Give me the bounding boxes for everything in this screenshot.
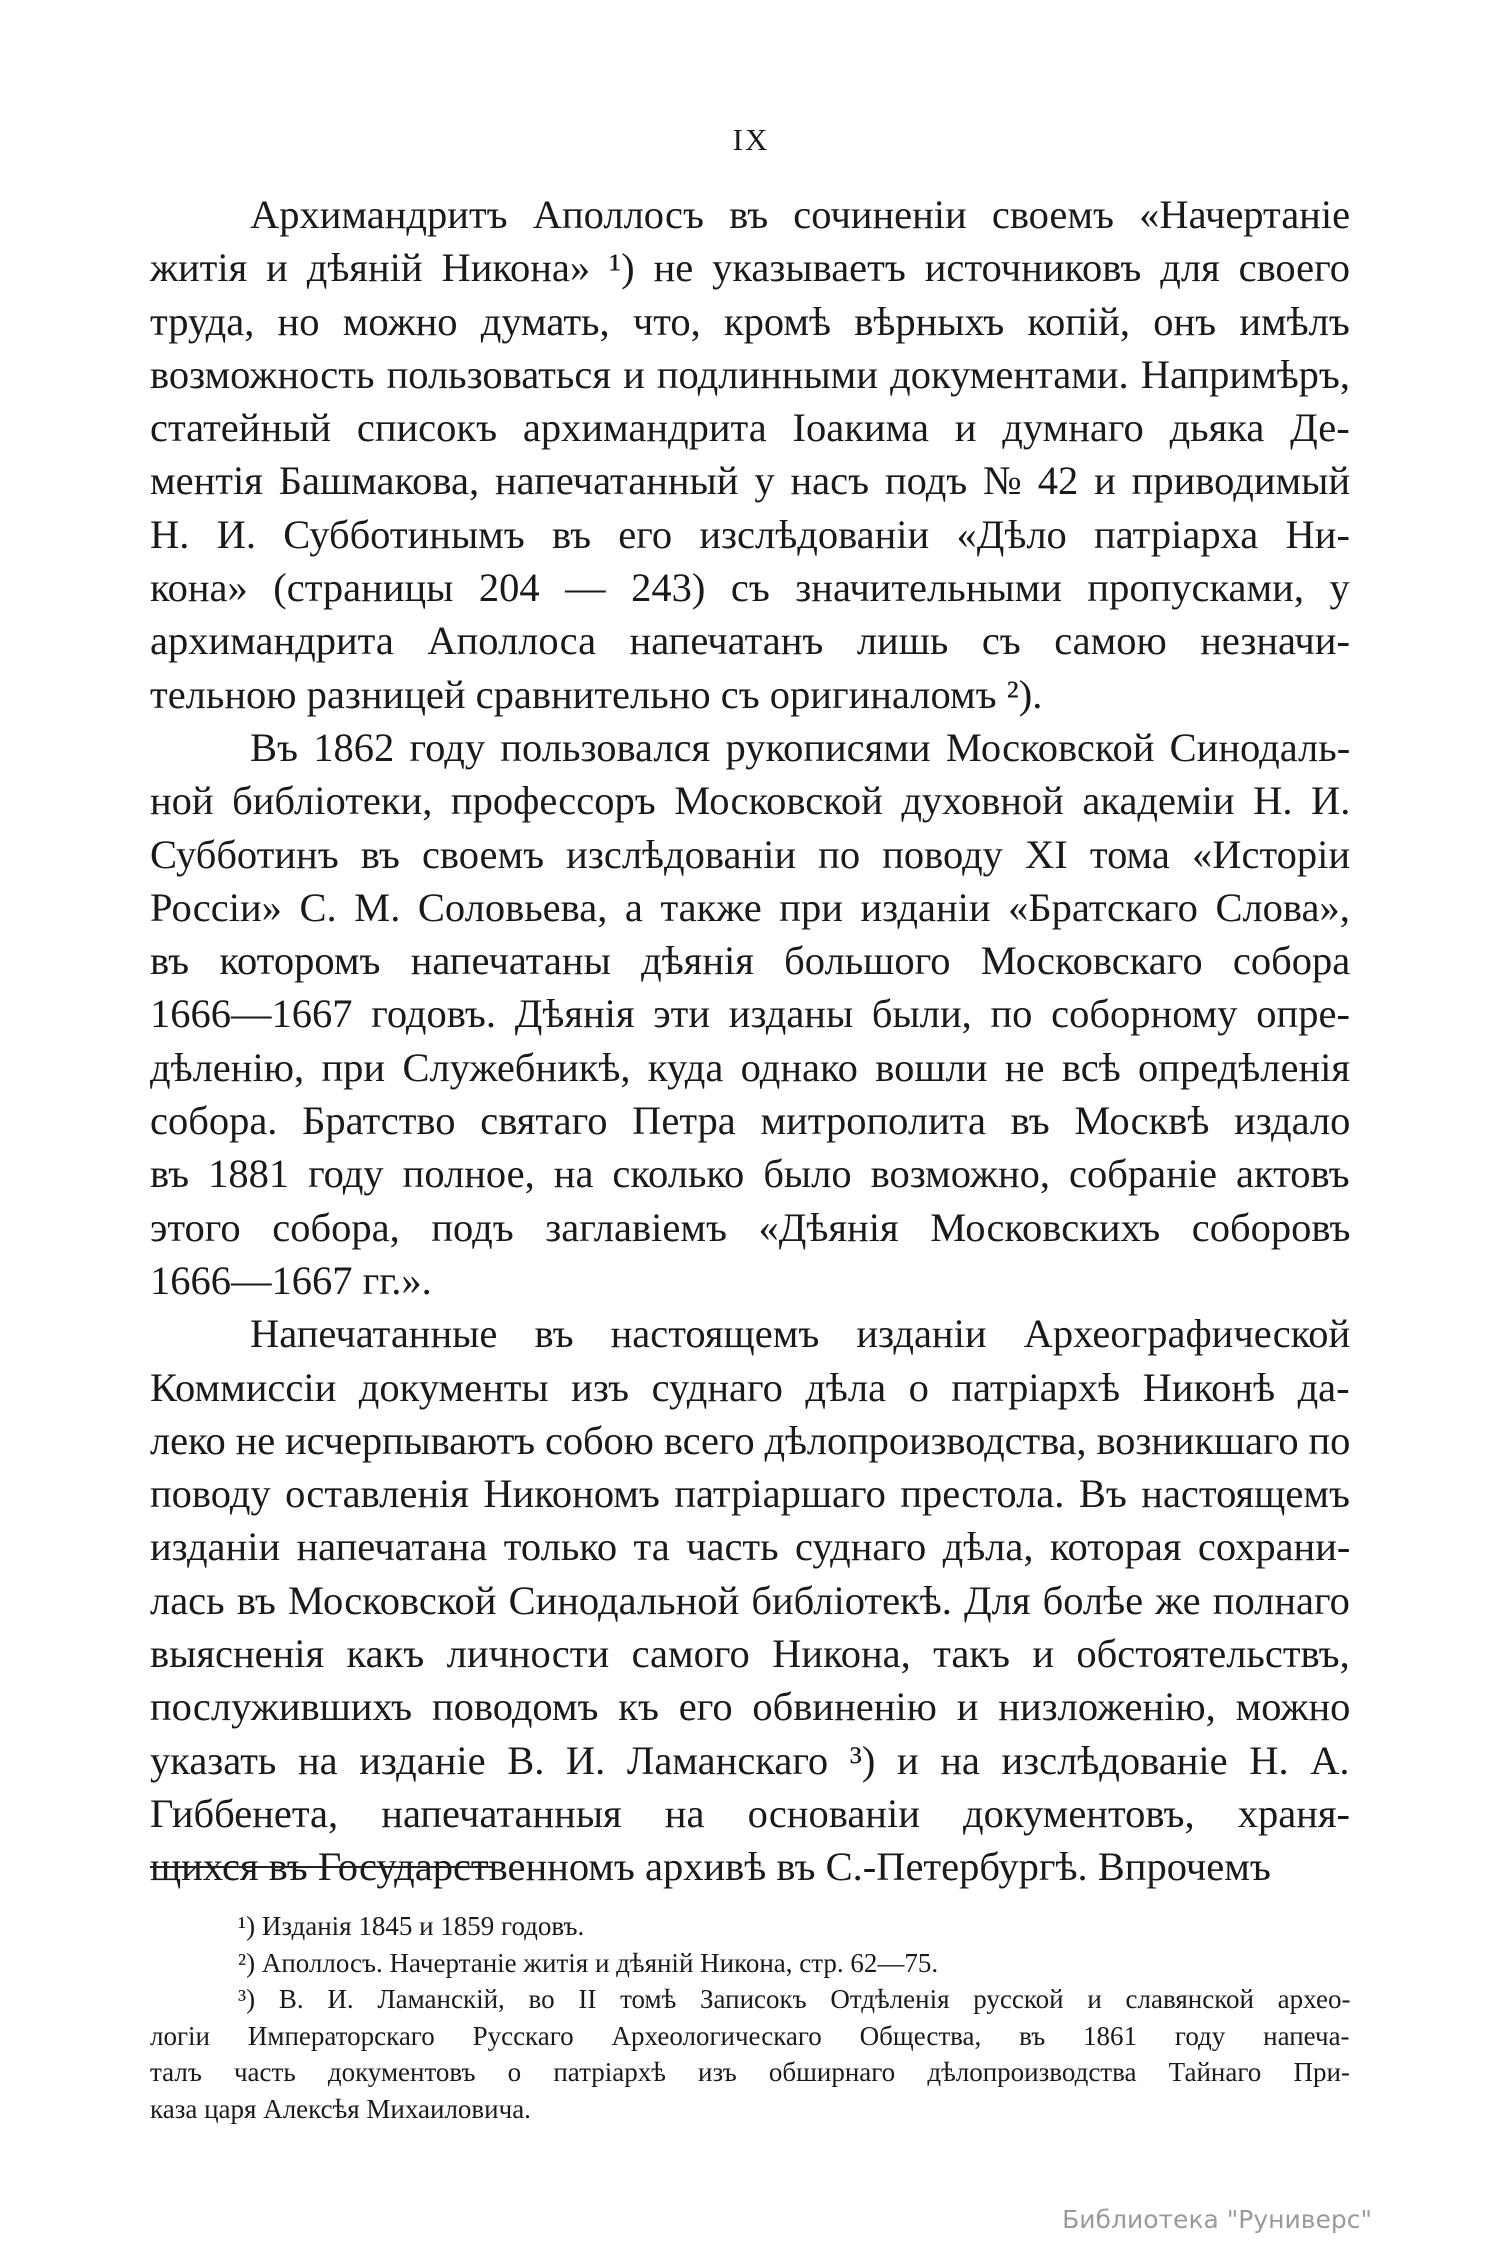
footnote-line: ¹) Изданія 1845 и 1859 годовъ. — [238, 1911, 585, 1941]
text-line: кона» (страницы 204 — 243) съ значительными пропусками, у — [150, 565, 1350, 611]
text-line: въ которомъ напечатаны дѣянія большого Московскаго собора — [150, 938, 1351, 984]
text-line: выясненія какъ личности самого Никона, такъ и обстоятельствъ, — [150, 1631, 1350, 1677]
text-line: изданіи напечатана только та часть суднаго дѣла, которая сохрани- — [150, 1524, 1351, 1570]
text-line: въ 1881 году полное, на сколько было возможно, собраніе актовъ — [150, 1151, 1350, 1197]
text-line: статейный списокъ архимандрита Іоакима и думнаго дьяка Де- — [150, 405, 1350, 451]
text-line: щихся въ Государственномъ архивѣ въ С.-Петербургѣ. Впрочемъ — [150, 1844, 1271, 1890]
footnote-line: логіи Императорскаго Русскаго Археологическаго Общества, въ 1861 году напеча- — [150, 2020, 1350, 2051]
footnote-2 — [150, 1945, 1350, 1982]
text-line: Коммиссіи документы изъ суднаго дѣла о патріархѣ Никонѣ да- — [150, 1364, 1350, 1410]
footnote-divider — [150, 1866, 495, 1868]
text-line: Въ 1862 году пользовался рукописями Московской Синодаль- — [250, 724, 1351, 770]
text-line: собора. Братство святаго Петра митрополита въ Москвѣ издало — [150, 1098, 1351, 1144]
text-line: Архимандритъ Аполлосъ въ сочиненіи своемъ «Начертаніе — [250, 192, 1351, 237]
text-line: этого собора, подъ заглавіемъ «Дѣянія Московскихъ соборовъ — [150, 1204, 1351, 1250]
footnotes — [150, 1908, 1350, 2127]
text-line: ной библіотеки, профессоръ Московской духовной академіи Н. И. — [150, 778, 1351, 824]
footnote-line: ²) Аполлосъ. Начертаніе житія и дѣяній Никона, стр. 62—75. — [238, 1947, 939, 1978]
text-line: труда, но можно думать, что, кромѣ вѣрныхъ копій, онъ имѣлъ — [150, 298, 1350, 344]
text-line: поводу оставленія Никономъ патріаршаго престола. Въ настоящемъ — [150, 1471, 1350, 1517]
text-line: Н. И. Субботинымъ въ его изслѣдованіи «Дѣло патріарха Ни- — [150, 511, 1350, 557]
text-line: Гиббенета, напечатанныя на основаніи документовъ, храня- — [150, 1790, 1350, 1836]
footnote-line: талъ часть документовъ о патріархѣ изъ обширнаго дѣлопроизводства Тайнаго При- — [150, 2057, 1350, 2087]
text-line: ментія Башмакова, напечатанный у насъ подъ № 42 и приводимый — [150, 458, 1351, 504]
text-line: указать на изданіе В. И. Ламанскаго ³) и на изслѣдованіе Н. А. — [150, 1737, 1350, 1783]
text-line: 1666—1667 годовъ. Дѣянія эти изданы были, по соборному опре- — [150, 991, 1350, 1037]
footnote-3 — [150, 1981, 1350, 2127]
text-line: послужившихъ поводомъ къ его обвиненію и низложенію, можно — [150, 1684, 1351, 1730]
text-line: житія и дѣяній Никона» ¹) не указываетъ источниковъ для своего — [150, 245, 1351, 291]
text-line: леко не исчерпываютъ собою всего дѣлопроизводства, возникшаго по — [150, 1417, 1351, 1463]
page-number: IX — [732, 122, 770, 157]
text-line: тельною разницей сравнительно съ оригиналомъ ²). — [150, 671, 1043, 717]
text-line: дѣленію, при Служебникѣ, куда однако вошли не всѣ опредѣленія — [150, 1044, 1351, 1090]
text-line: возможность пользоваться и подлинными документами. Напримѣръ, — [150, 351, 1351, 397]
main-text — [150, 188, 1350, 1894]
footnote-1 — [150, 1908, 1350, 1945]
text-line: архимандрита Аполлоса напечатанъ лишь съ самою незначи- — [150, 618, 1350, 664]
library-watermark: Библиотека "Руниверс" — [1062, 2205, 1372, 2234]
footnote-line: ³) В. И. Ламанскій, во II томѣ Записокъ Отдѣленія русской и славянской архео- — [238, 1984, 1351, 2014]
text-line: Напечатанные въ настоящемъ изданіи Археографической — [250, 1311, 1351, 1357]
paragraph-1 — [150, 188, 1350, 721]
text-line: лась въ Московской Синодальной библіотекѣ. Для болѣе же полнаго — [150, 1577, 1350, 1623]
footnote-line: каза царя Алексѣя Михаиловича. — [150, 2093, 531, 2124]
text-line: 1666—1667 гг.». — [150, 1257, 432, 1303]
paragraph-2 — [150, 721, 1350, 1307]
text-line: Субботинъ въ своемъ изслѣдованіи по поводу XI тома «Исторіи — [150, 831, 1351, 877]
paragraph-3 — [150, 1307, 1350, 1893]
text-line: Россіи» С. М. Соловьева, а также при изданіи «Братскаго Слова», — [150, 884, 1350, 930]
